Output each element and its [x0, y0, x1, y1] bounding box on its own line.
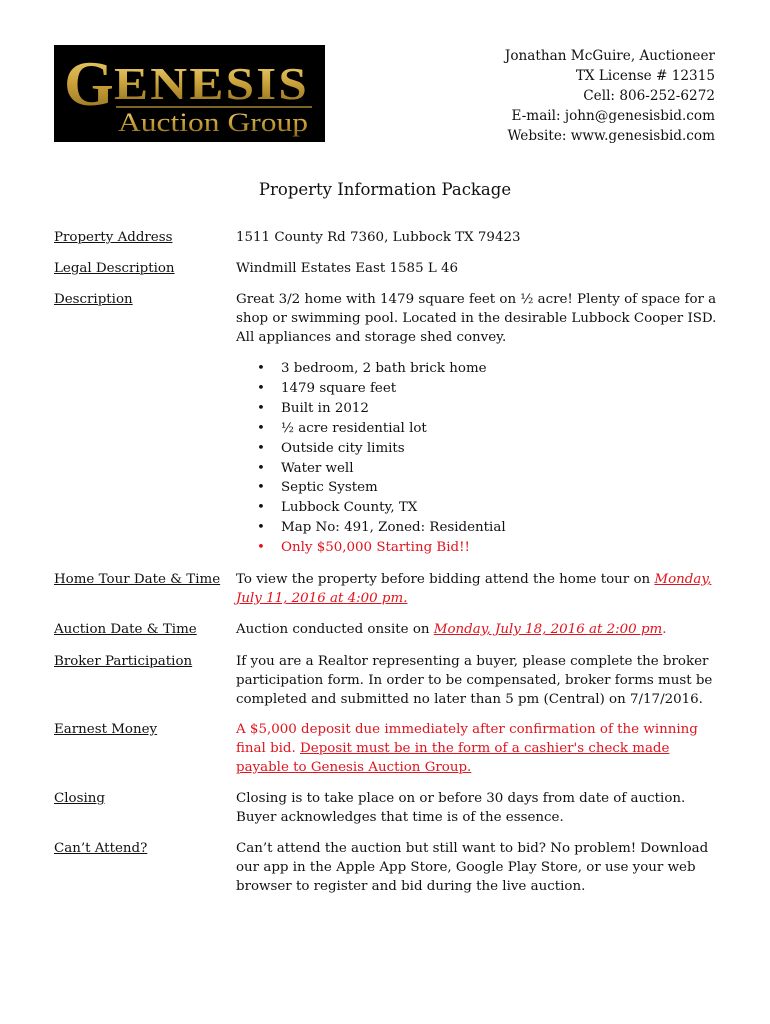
cell-number: Cell: 806-252-6272	[583, 88, 715, 104]
auction-date: Monday, July 18, 2016 at 2:00 pm	[433, 622, 663, 637]
auction-date-label: Auction Date & Time	[54, 622, 197, 637]
logo-subword: Auction Group	[118, 108, 308, 137]
home-tour-label: Home Tour Date & Time	[54, 572, 221, 587]
list-item: • Lubbock County, TX	[54, 498, 654, 518]
license-number: TX License # 12315	[575, 68, 715, 84]
legal-description-label: Legal Description	[54, 261, 175, 276]
closing-label: Closing	[54, 791, 105, 806]
genesis-logo	[54, 45, 325, 142]
auction-date-value	[236, 620, 720, 639]
property-address-label: Property Address	[54, 230, 173, 245]
auctioneer-name: Jonathan McGuire, Auctioneer	[504, 48, 715, 64]
earnest-money-label: Earnest Money	[54, 722, 158, 737]
home-tour-value	[236, 570, 720, 608]
list-item: • Water well	[54, 459, 654, 479]
home-tour-date: Monday, July 11, 2016 at 4:00 pm.	[236, 572, 712, 606]
description-label: Description	[54, 292, 133, 307]
logo-word: ENESIS	[114, 58, 309, 109]
closing-value: Closing is to take place on or before 30 days from date of auction. Buyer acknowledges that time is of the essence.	[236, 791, 686, 825]
list-item: • 3 bedroom, 2 bath brick home	[54, 359, 654, 379]
feature-list	[54, 359, 654, 558]
page-title: Property Information Package	[258, 180, 512, 199]
auction-date-end: .	[662, 622, 667, 637]
list-item: • ½ acre residential lot	[54, 419, 654, 439]
home-tour-text: To view the property before bidding attend the home tour on	[236, 572, 655, 587]
website-address: Website: www.genesisbid.com	[507, 128, 715, 144]
list-item: • Outside city limits	[54, 439, 654, 459]
email-address: E-mail: john@genesisbid.com	[511, 108, 715, 124]
property-address-value: 1511 County Rd 7360, Lubbock TX 79423	[236, 230, 521, 245]
description-value: Great 3/2 home with 1479 square feet on ½ acre! Plenty of space for a shop or swimming pool. Located in the desirable Lubbock Cooper ISD. All appliances and storage shed convey.	[236, 292, 717, 345]
list-item: • Map No: 491, Zoned: Residential	[54, 518, 654, 538]
cant-attend-label: Can’t Attend?	[54, 841, 148, 856]
auction-text: Auction conducted onsite on	[236, 622, 434, 637]
legal-description-value: Windmill Estates East 1585 L 46	[236, 261, 459, 276]
list-item: • 1479 square feet	[54, 379, 654, 399]
contact-block	[505, 46, 715, 146]
list-item: • Built in 2012	[54, 399, 654, 419]
list-item: • Septic System	[54, 478, 654, 498]
logo-graphic	[54, 45, 325, 142]
starting-bid-item: • Only $50,000 Starting Bid!!	[54, 538, 654, 558]
earnest-money-line1: A $5,000 deposit due immediately after confirmation of the winning final bid.	[236, 722, 698, 756]
broker-label: Broker Participation	[54, 654, 193, 669]
broker-value: If you are a Realtor representing a buyer, please complete the broker participation form. In order to be compensated, broker forms must be completed and submitted no later than 5 pm (Central) on 7/17/2016.	[236, 654, 713, 707]
cant-attend-value: Can’t attend the auction but still want to bid? No problem! Download our app in the Apple App Store, Google Play Store, or use your web browser to register and bid during the live auction.	[236, 841, 709, 894]
logo-g-letter: G	[64, 48, 114, 119]
earnest-money-line2: Deposit must be in the form of a cashier's check made payable to Genesis Auction Group.	[236, 741, 670, 775]
earnest-money-value	[236, 720, 720, 777]
